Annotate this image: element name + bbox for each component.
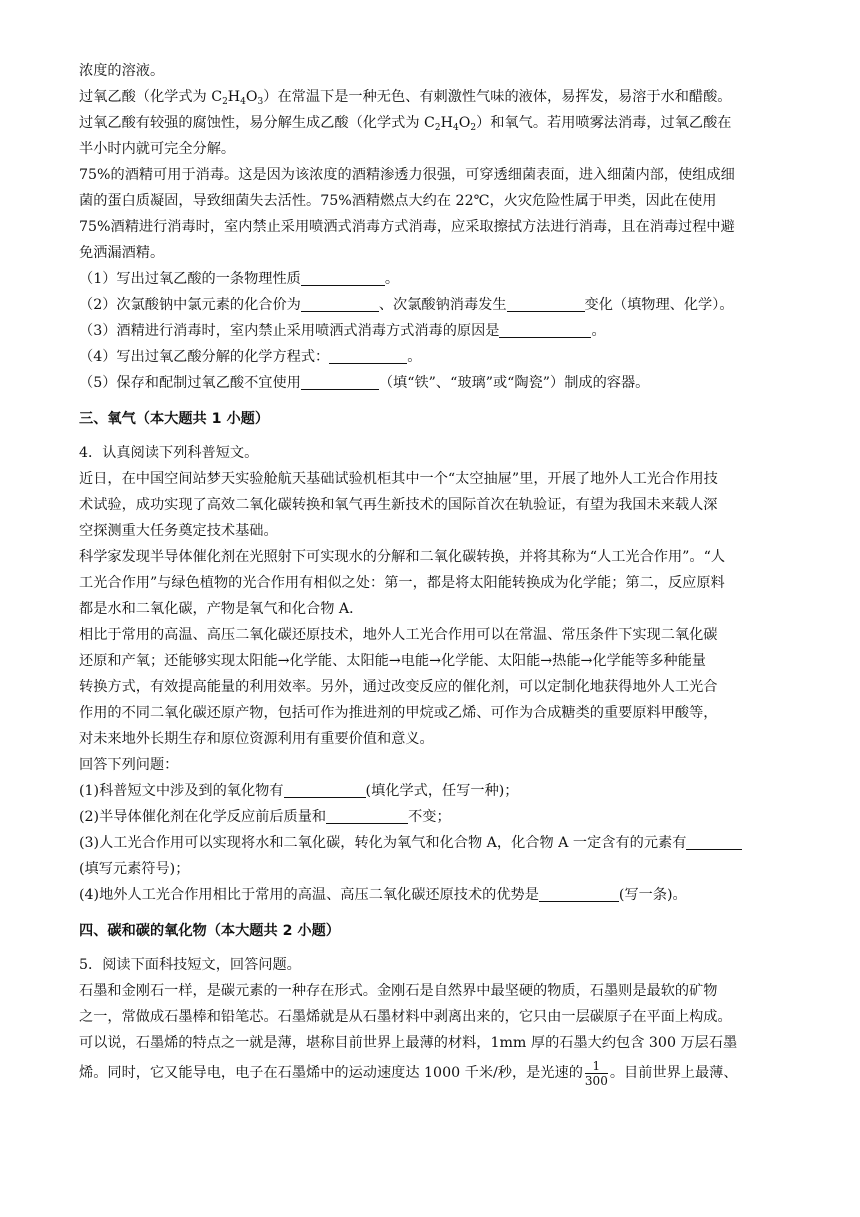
answer-blank[interactable] [507, 296, 585, 312]
question-item: （1）写出过氧乙酸的一条物理性质 。 [79, 271, 400, 287]
text-line: 科学家发现半导体催化剂在光照射下可实现水的分解和二氧化碳转换，并将其称为“人工光合作用”。“人 [79, 549, 726, 565]
text-line: 免洒漏酒精。 [79, 245, 165, 261]
answer-blank[interactable] [301, 374, 379, 390]
answer-blank[interactable] [301, 296, 379, 312]
question-item: （5）保存和配制过氧乙酸不宜使用 （填“铁”、“玻璃”或“陶瓷”）制成的容器。 [79, 375, 650, 391]
text-line: 相比于常用的高温、高压二氧化碳还原技术，地外人工光合作用可以在常温、常压条件下实现二氧化碳 [79, 627, 718, 643]
text-line: 之一，常做成石墨棒和铅笔芯。石墨烯就是从石墨材料中剥离出来的，它只由一层碳原子在平面上构成。 [79, 1009, 732, 1025]
text-line: 75%的酒精可用于消毒。这是因为该浓度的酒精渗透力很强，可穿透细菌表面，进入细菌内部，使组成细 [79, 167, 735, 183]
answer-blank[interactable] [539, 886, 619, 902]
text-line: 工光合作用”与绿色植物的光合作用有相似之处：第一，都是将太阳能转换成为化学能；第二，反应原料 [79, 575, 725, 591]
text-line: 半小时内就可完全分解。 [79, 141, 236, 157]
question-item: (4)地外人工光合作用相比于常用的高温、高压二氧化碳还原技术的优势是 (写一条)。 [79, 887, 687, 903]
question-item: (3)人工光合作用可以实现将水和二氧化碳，转化为氧气和化合物 A，化合物 A 一定含有的元素有 [79, 830, 781, 856]
text-line: 可以说，石墨烯的特点之一就是薄，堪称目前世界上最薄的材料，1mm 厚的石墨大约包含 300 万层石墨 [79, 1035, 738, 1051]
question-item: (2)半导体催化剂在化学反应前后质量和 不变； [79, 809, 451, 825]
question-title: 4．认真阅读下列科普短文。 [79, 445, 259, 461]
fraction: $\frac{1}{300}$ [584, 1058, 608, 1088]
answer-blank[interactable] [499, 322, 591, 338]
text-line: 过氧乙酸有较强的腐蚀性，易分解生成乙酸（化学式为 $C_2H_4O_2$）和氧气。若用喷雾法消毒，过氧乙酸在 [79, 115, 732, 133]
text-line: 75%酒精进行消毒时，室内禁止采用喷洒式消毒方式消毒，应采取擦拭方法进行消毒，且在消毒过程中避 [79, 219, 735, 235]
text-line: 术试验，成功实现了高效二氧化碳转换和氧气再生新技术的国际首次在轨验证，有望为我国未来载人深 [79, 497, 718, 513]
answer-blank[interactable] [326, 808, 408, 824]
section-heading: 三、氧气（本大题共 1 小题） [79, 411, 270, 427]
question-item: （3）酒精进行消毒时，室内禁止采用喷洒式消毒方式消毒的原因是 。 [79, 323, 606, 339]
text-line: 空探测重大任务奠定技术基础。 [79, 523, 278, 539]
text-line: 菌的蛋白质凝固，导致细菌失去活性。75%酒精燃点大约在 22℃，火灾危险性属于甲类，因此在使用 [79, 193, 717, 209]
text-line: 作用的不同二氧化碳还原产物，包括可作为推进剂的甲烷或乙烯、可作为合成糖类的重要原料甲酸等， [79, 705, 718, 721]
text-line: 转换方式，有效提高能量的利用效率。另外，通过改变反应的催化剂，可以定制化地获得地外人工光合 [79, 679, 718, 695]
text-line: 浓度的溶液。 [79, 63, 165, 79]
question-item: （2）次氯酸钠中氯元素的化合价为 、次氯酸钠消毒发生 变化（填物理、化学）。 [79, 297, 734, 313]
text-line: 都是水和二氧化碳，产物是氧气和化合物 A． [79, 601, 364, 617]
question-title: 5．阅读下面科技短文，回答问题。 [79, 957, 301, 973]
answer-blank[interactable] [301, 270, 385, 286]
text-line: 石墨和金刚石一样，是碳元素的一种存在形式。金刚石是自然界中最坚硬的物质，石墨则是最软的矿物 [79, 983, 718, 999]
question-item: （4）写出过氧乙酸分解的化学方程式： 。 [79, 349, 422, 365]
text-line: 对未来地外长期生存和原位资源利用有重要价值和意义。 [79, 731, 434, 747]
section-heading: 四、碳和碳的氧化物（本大题共 2 小题） [79, 923, 340, 939]
answer-blank[interactable] [329, 348, 407, 364]
question-item: (填写元素符号)； [79, 861, 190, 877]
answer-blank[interactable] [686, 834, 742, 850]
answer-blank[interactable] [284, 782, 366, 798]
text-line: 过氧乙酸（化学式为 $C_2H_4O_3$）在常温下是一种无色、有刺激性气味的液体，易挥发，易溶于水和醋酸。 [79, 89, 732, 107]
text-line: 烯。同时，它又能导电，电子在石墨烯中的运动速度达 1000 千米/秒，是光速的 $\frac{1}{300}$ 。目前世界上最薄、 [79, 1058, 738, 1088]
document-page [79, 58, 781, 1090]
question-item: (1)科普短文中涉及到的氧化物有 (填化学式，任写一种)； [79, 783, 519, 799]
text-line: 近日，在中国空间站梦天实验舱航天基础试验机柜其中一个“太空抽屉”里，开展了地外人工光合作用技 [79, 471, 718, 487]
text-line: 回答下列问题： [79, 757, 179, 773]
text-line: 还原和产氧；还能够实现太阳能→化学能、太阳能→电能→化学能、太阳能→热能→化学能等多种能量 [79, 653, 706, 669]
